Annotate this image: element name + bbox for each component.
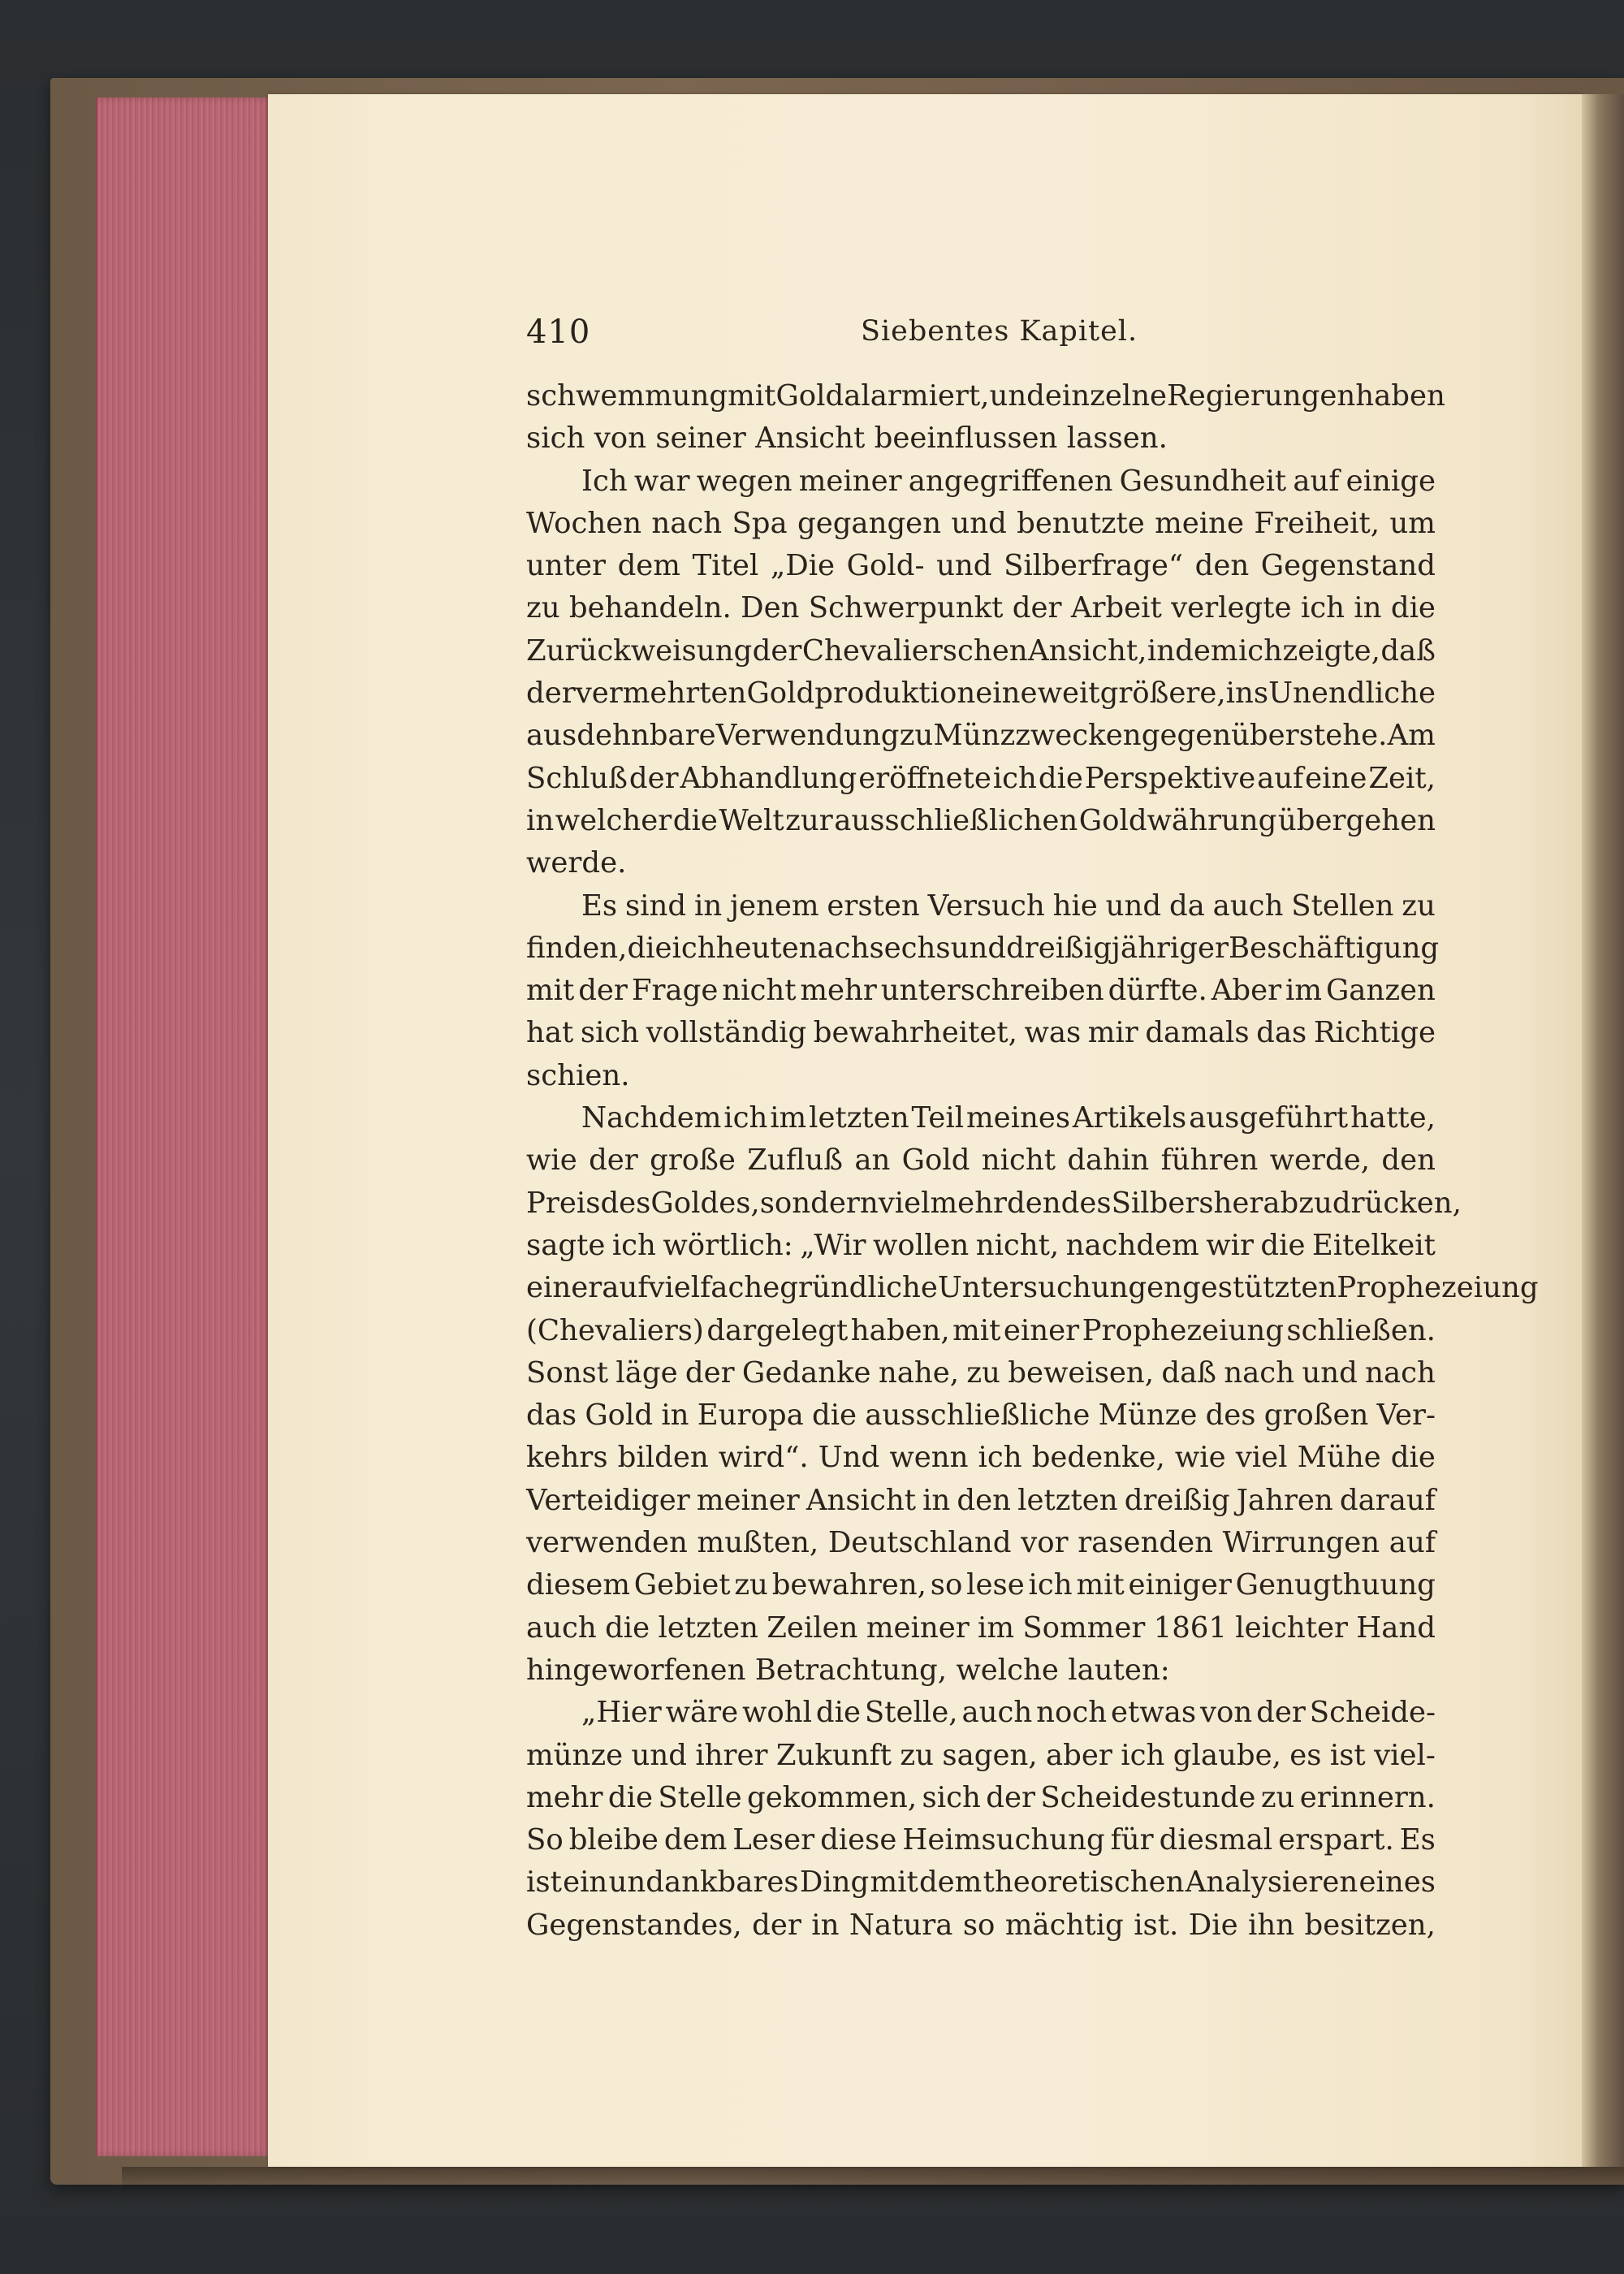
text-line: mehr die Stelle gekommen, sich der Scheidestunde zu erinnern. (526, 1780, 1436, 1814)
text-line: werde. (526, 846, 627, 880)
page-number: 410 (526, 313, 591, 351)
text-line: hat sich vollständig bewahrheitet, was mir damals das Richtige (526, 1016, 1436, 1050)
text-line: Schluß der Abhandlung eröffnete ich die Perspektive auf eine Zeit, (526, 761, 1436, 795)
text-line: hingeworfenen Betrachtung, welche lauten: (526, 1653, 1170, 1687)
text-line: diesem Gebiet zu bewahren, so lese ich mit einiger Genugthuung (526, 1568, 1436, 1602)
text-line: mit der Frage nicht mehr unterschreiben dürfte. Aber im Ganzen (526, 974, 1436, 1008)
text-line: ausdehnbare Verwendung zu Münzzwecken gegenüber stehe. Am (526, 719, 1436, 753)
text-line: Ich war wegen meiner angegriffenen Gesundheit auf einige (581, 464, 1436, 498)
text-line: ist ein undankbares Ding mit dem theoretischen Analysieren eines (526, 1865, 1436, 1900)
text-line: kehrs bilden wird“. Und wenn ich bedenke, wie viel Mühe die (526, 1441, 1436, 1475)
text-line: Gegenstandes, der in Natura so mächtig ist. Die ihn besitzen, (526, 1908, 1436, 1942)
text-line: Nachdem ich im letzten Teil meines Artikels ausgeführt hatte, (581, 1101, 1436, 1135)
text-line: sich von seiner Ansicht beeinflussen lassen. (526, 422, 1168, 456)
text-line: Preis des Goldes, sondern vielmehr den des Silbers herabzudrücken, (526, 1186, 1462, 1220)
text-line: finden, die ich heute nach sechsunddreißigjähriger Beschäftigung (526, 931, 1440, 965)
text-line: Es sind in jenem ersten Versuch hie und da auch Stellen zu (581, 888, 1436, 923)
text-line: verwenden mußten, Deutschland vor rasenden Wirrungen auf (526, 1526, 1436, 1560)
body-text (526, 375, 1539, 1947)
page-header (526, 313, 1436, 362)
text-line: der vermehrten Goldproduktion eine weit größere, ins Unendliche (526, 677, 1436, 711)
text-line: „Hier wäre wohl die Stelle, auch noch etwas von der Scheide- (581, 1696, 1436, 1730)
text-line: das Gold in Europa die ausschließliche Münze des großen Ver- (526, 1399, 1436, 1433)
running-head: Siebentes Kapitel. (861, 315, 1138, 348)
text-line: schwemmung mit Gold alarmiert, und einzelne Regierungen haben (526, 379, 1445, 413)
text-line: Wochen nach Spa gegangen und benutzte meine Freiheit, um (526, 506, 1436, 540)
text-line: Verteidiger meiner Ansicht in den letzten dreißig Jahren darauf (526, 1483, 1436, 1517)
text-line: münze und ihrer Zukunft zu sagen, aber ich glaube, es ist viel- (526, 1738, 1436, 1772)
page-shadow (122, 2167, 1624, 2191)
text-line: Zurückweisung der Chevalierschen Ansicht, indem ich zeigte, daß (526, 633, 1436, 668)
text-line: einer auf vielfache gründliche Untersuchungen gestützten Prophezeiung (526, 1271, 1539, 1305)
text-line: (Chevaliers) dargelegt haben, mit einer Prophezeiung schließen. (526, 1313, 1436, 1347)
text-line: Sonst läge der Gedanke nahe, zu beweisen, daß nach und nach (526, 1355, 1436, 1390)
text-line: zu behandeln. Den Schwerpunkt der Arbeit verlegte ich in die (526, 591, 1436, 625)
next-page-edge (1582, 94, 1624, 2167)
page-edges (96, 97, 272, 2156)
text-line: So bleibe dem Leser diese Heimsuchung für diesmal erspart. Es (526, 1823, 1436, 1857)
text-line: auch die letzten Zeilen meiner im Sommer 1861 leichter Hand (526, 1610, 1436, 1645)
text-line: unter dem Titel „Die Gold- und Silberfrage“ den Gegenstand (526, 549, 1436, 583)
text-line: in welcher die Welt zur ausschließlichen Goldwährung übergehen (526, 803, 1436, 837)
text-line: wie der große Zufluß an Gold nicht dahin führen werde, den (526, 1143, 1436, 1178)
text-line: sagte ich wörtlich: „Wir wollen nicht, nachdem wir die Eitelkeit (526, 1228, 1436, 1262)
text-line: schien. (526, 1058, 630, 1092)
